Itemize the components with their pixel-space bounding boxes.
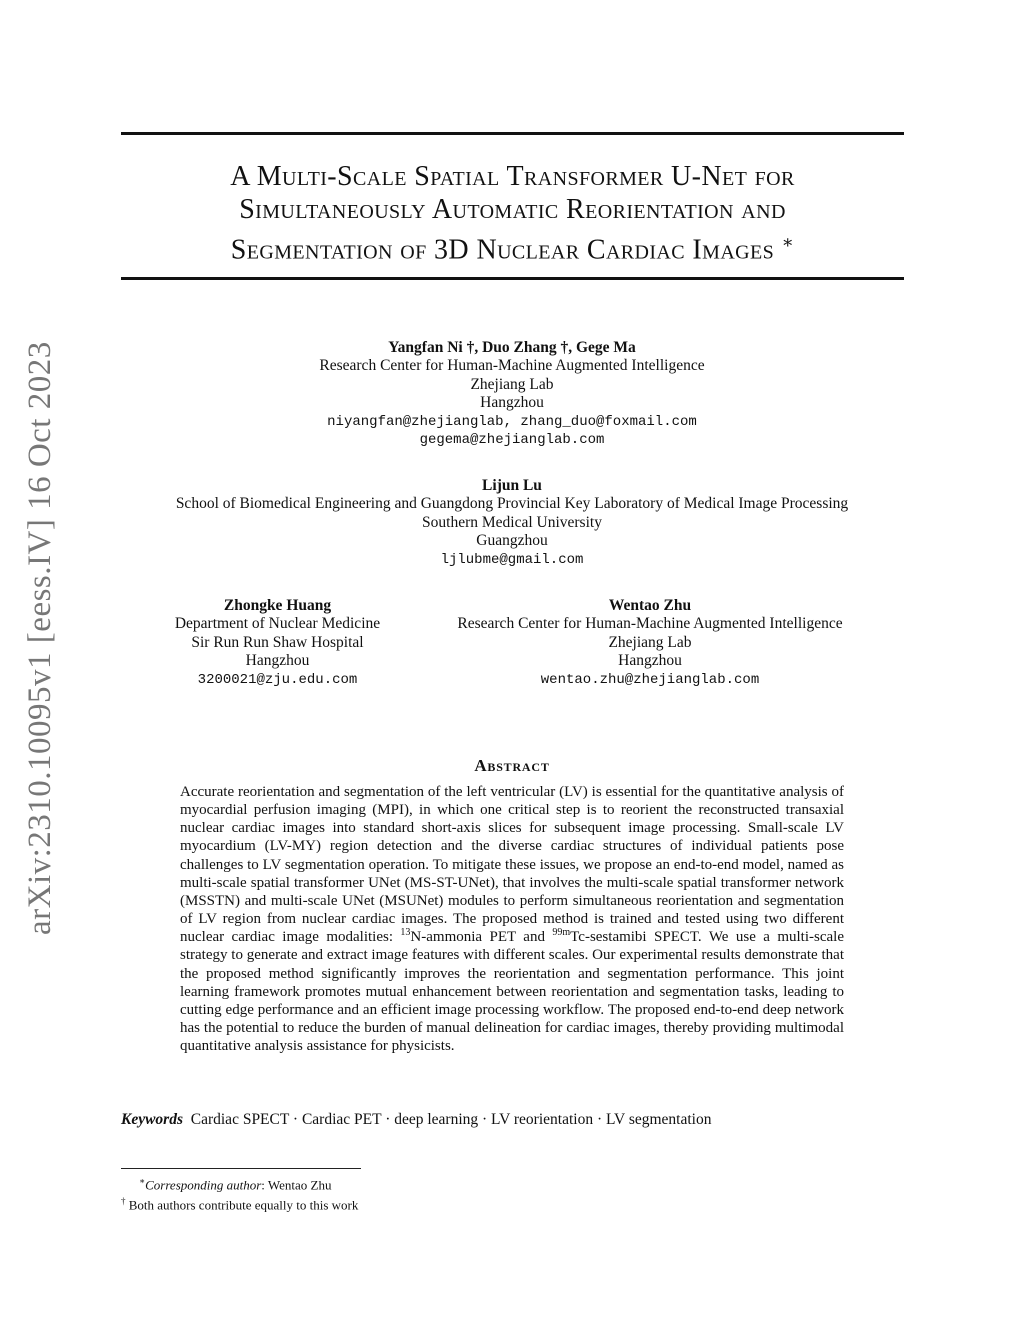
affiliation-right: Research Center for Human-Machine Augmented Intelligence — [457, 615, 843, 633]
keywords — [121, 1111, 904, 1129]
email-left: 3200021@zju.edu.com — [197, 671, 358, 688]
department-left: Department of Nuclear Medicine — [174, 615, 381, 633]
title-footnote-mark: ∗ — [781, 232, 795, 252]
abstract-text-part-3: Tc-sestamibi SPECT. We use a multi-scale strategy to generate and extract image features with different scales. Our experimental results demonstrate that the proposed method significantly improves the reorientation and segmentation performance. This joint learning framework promotes mutual enhancement between reorientation and segmentation tasks, leading to cutting edge performance and an efficient image processing workflow. The proposed end-to-end deep network has the potential to reduce the burden of manual delineation for cardiac images, thereby providing multimodal quantitative analysis assistance for physicists. — [180, 929, 844, 1055]
footnote-1-mark: ∗ — [139, 1176, 146, 1186]
author-name-2: Lijun Lu — [482, 477, 542, 494]
author-block-1 — [0, 339, 1024, 449]
city-left: Hangzhou — [245, 652, 310, 670]
paper-title — [121, 160, 904, 266]
title-line-3 — [121, 226, 904, 266]
title-line-1: A Multi-Scale Spatial Transformer U-Net for — [230, 161, 795, 192]
abstract-heading: Abstract — [474, 756, 550, 775]
title-top-rule — [121, 132, 904, 135]
footnote-1-label: Corresponding author — [145, 1177, 262, 1193]
title-line-2: Simultaneously Automatic Reorientation and — [239, 194, 786, 225]
arxiv-identifier: arXiv:2310.10095v1 [eess.IV] 16 Oct 2023 — [22, 341, 58, 935]
author-block-right — [420, 597, 880, 689]
affiliation-2: School of Biomedical Engineering and Guangdong Provincial Key Laboratory of Medical Image Processing — [175, 495, 849, 513]
footnote-1-text: : Wentao Zhu — [261, 1177, 332, 1193]
footnote-rule — [121, 1168, 361, 1169]
footnote-1 — [121, 1173, 358, 1193]
footnote-2 — [121, 1193, 358, 1213]
abstract-body — [180, 783, 844, 1055]
city-right: Hangzhou — [618, 652, 682, 670]
author-block-2 — [0, 477, 1024, 569]
abstract-sup-1: 13 — [400, 927, 411, 939]
emails-1: niyangfan@zhejianglab, zhang_duo@foxmail.com — [327, 413, 697, 430]
footnotes — [121, 1173, 358, 1214]
author-block-left — [140, 597, 415, 689]
abstract-text-part-2: N-ammonia PET and — [410, 929, 553, 946]
abstract-text-part-1: Accurate reorientation and segmentation of the left ventricular (LV) is essential for the quantitative analysis of myocardial perfusion imaging (MPI), in which one critical step is to reorient the reconstructed transaxial nuclear cardiac images into standard short-axis slices for subsequent image processing. Small-scale LV myocardium (LV-MY) region detection and the diverse cardiac structures of individual patients pose challenges to LV segmentation operation. To mitigate these issues, we propose an end-to-end model, named as multi-scale spatial transformer UNet (MS-ST-UNet), that involves the multi-scale spatial transformer network (MSSTN) and multi-scale UNet (MSUNet) modules to perform simultaneous reorientation and segmentation of LV region from nuclear cardiac images. The proposed method is trained and tested using two different nuclear cardiac image modalities: — [180, 784, 844, 946]
email-2: ljlubme@gmail.com — [440, 551, 584, 568]
abstract-sup-2: 99m — [552, 927, 571, 939]
footnote-2-text: Both authors contribute equally to this work — [128, 1197, 359, 1213]
title-bottom-rule — [121, 277, 904, 280]
title-line-3-text: Segmentation of 3D Nuclear Cardiac Images — [230, 234, 775, 266]
university-2: Southern Medical University — [422, 513, 602, 531]
author-name-left: Zhongke Huang — [223, 597, 332, 614]
author-name-right: Wentao Zhu — [608, 597, 692, 614]
author-names-1: Yangfan Ni †, Duo Zhang †, Gege Ma — [388, 339, 636, 356]
city-1: Hangzhou — [480, 394, 544, 412]
keywords-label: Keywords — [121, 1111, 183, 1128]
affiliation-1: Research Center for Human-Machine Augmented Intelligence — [319, 357, 705, 375]
lab-1: Zhejiang Lab — [470, 375, 554, 393]
hospital-left: Sir Run Run Shaw Hospital — [191, 633, 364, 651]
footnote-2-mark: † — [121, 1196, 126, 1207]
city-2: Guangzhou — [476, 532, 548, 550]
email-right: wentao.zhu@zhejianglab.com — [540, 671, 760, 688]
emails-2: gegema@zhejianglab.com — [419, 432, 605, 449]
lab-right: Zhejiang Lab — [608, 633, 692, 651]
keywords-text: Cardiac SPECT · Cardiac PET · deep learning · LV reorientation · LV segmentation — [190, 1111, 712, 1128]
